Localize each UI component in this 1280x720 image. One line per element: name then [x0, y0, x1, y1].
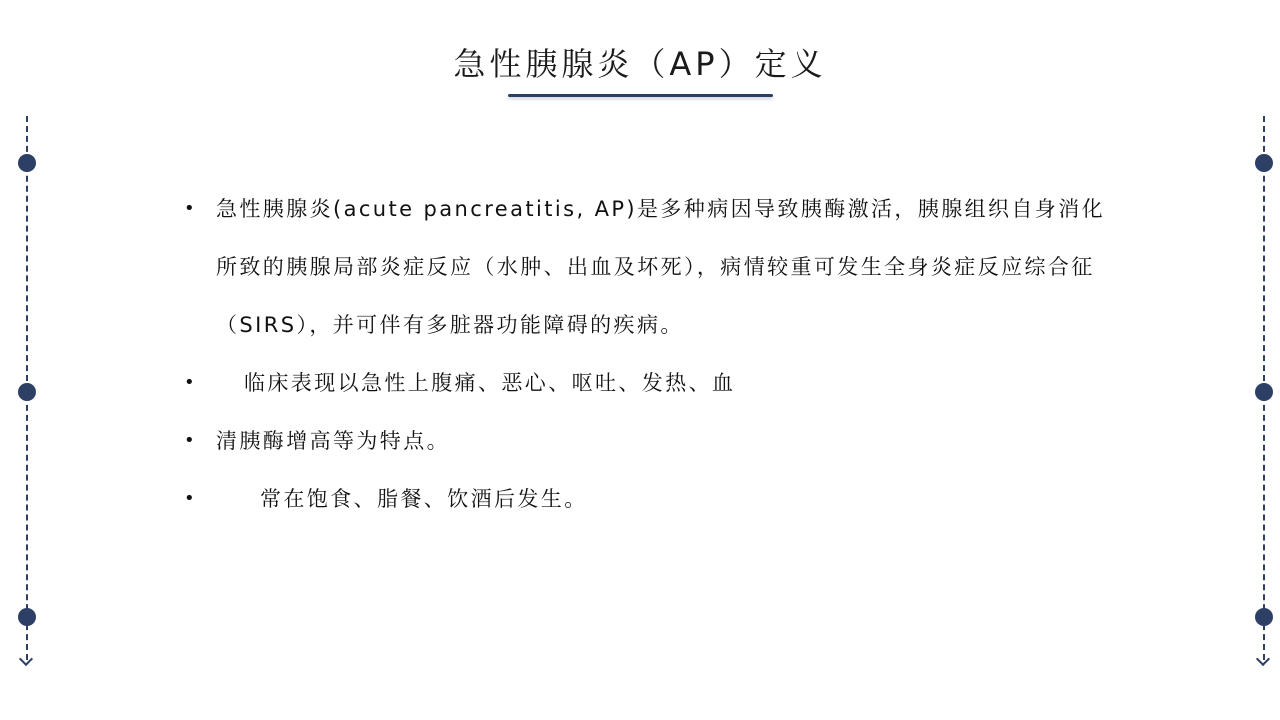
- left-rail-dot-bottom: [18, 608, 36, 626]
- bullet-item-symptoms: [180, 354, 1120, 412]
- bullet-text: 急性胰腺炎(acute pancreatitis, AP)是多种病因导致胰酶激活，胰腺组织自身消化所致的胰腺局部炎症反应（水肿、出血及坏死），病情较重可发生全身炎症反应综合征（SIRS），并可伴有多脏器功能障碍的疾病。: [216, 197, 1106, 337]
- bullet-symbol: •: [184, 430, 198, 451]
- bullet-list: [180, 180, 1120, 528]
- title-underline: [508, 94, 773, 97]
- bullet-text: 常在饱食、脂餐、饮酒后发生。: [260, 487, 588, 511]
- right-rail-dot-top: [1255, 154, 1273, 172]
- bullet-text: 临床表现以急性上腹痛、恶心、呕吐、发热、血: [244, 371, 736, 395]
- bullet-symbol: •: [184, 198, 198, 219]
- bullet-item-triggers: [180, 470, 1120, 528]
- slide-title: 急性胰腺炎（AP）定义: [453, 45, 827, 83]
- bullet-symbol: •: [184, 488, 198, 509]
- left-rail-dot-top: [18, 154, 36, 172]
- right-rail-dot-bottom: [1255, 608, 1273, 626]
- left-rail-arrow-icon: [19, 652, 33, 666]
- bullet-item-enzymes: [180, 412, 1120, 470]
- bullet-item-definition: [180, 180, 1120, 354]
- right-rail-decoration: [1252, 116, 1276, 672]
- right-rail-dot-middle: [1255, 383, 1273, 401]
- left-rail-dot-middle: [18, 383, 36, 401]
- bullet-symbol: •: [184, 372, 198, 393]
- right-rail-arrow-icon: [1256, 652, 1270, 666]
- left-rail-decoration: [15, 116, 39, 672]
- bullet-text: 清胰酶增高等为特点。: [216, 429, 450, 453]
